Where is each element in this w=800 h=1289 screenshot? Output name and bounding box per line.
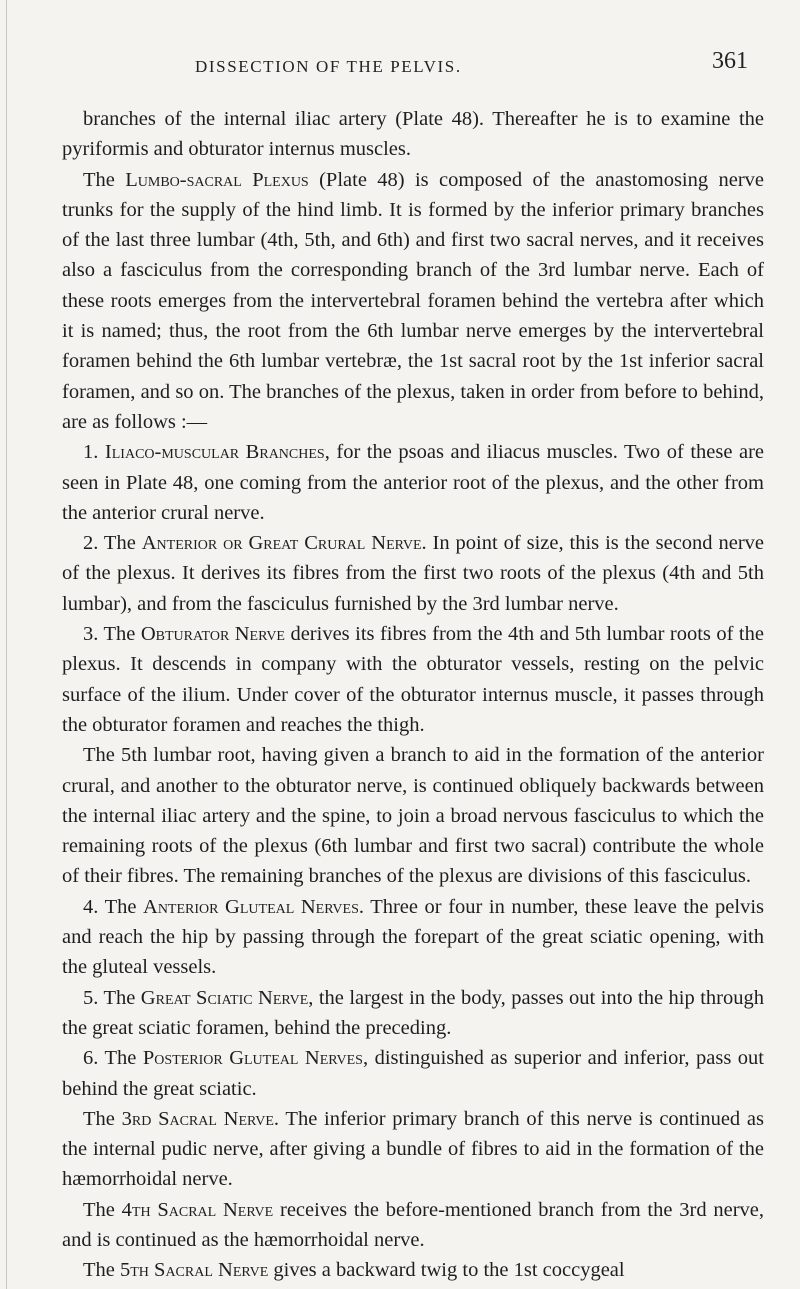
page-number: 361: [712, 48, 748, 74]
section-heading: Posterior Gluteal Nerves,: [142, 1047, 369, 1070]
paragraph: 2. The Anterior or Great Crural Nerve. In point of size, this is the second nerve of the plexus. It derives its fibres from the first two roots of the plexus (4th and 5th lumbar), and from the fasciculus furnished by the 3rd lumbar nerve.: [62, 532, 764, 615]
paragraph: The Lumbo-sacral Plexus (Plate 48) is composed of the anastomosing nerve trunks for the supply of the hind limb. It is formed by the inferior primary branches of the last three lumbar (4th, 5th, and 6th) and first two sacral nerves, and it receives also a fasciculus from the corresponding branch of the 3rd lumbar nerve. Each of these roots emerges from the intervertebral foramen behind the vertebra after which it is named; thus, the root from the 6th lumbar nerve emerges by the intervertebral foramen behind the 6th lumbar vertebræ, the 1st sacral root by the 1st inferior sacral foramen, and so on. The branches of the plexus, taken in order from before to behind, are as follows :—: [62, 168, 765, 433]
paragraph: The 3rd Sacral Nerve. The inferior primary branch of this nerve is continued as the internal pudic nerve, after giving a bundle of fibres to aid in the formation of the hæmorrhoidal nerve.: [62, 1107, 764, 1191]
paragraph: 1. Iliaco-muscular Branches, for the psoas and iliacus muscles. Two of these are seen in Plate 48, one coming from the anterior root of the plexus, and the other from the anterior crural nerve.: [62, 441, 764, 524]
paragraph: The 5th lumbar root, having given a branch to aid in the formation of the anterior crural, and another to the obturator nerve, is continued obliquely backwards between the internal iliac artery and the spine, to join a broad nervous fasciculus to which the remaining roots of the plexus (6th lumbar and first two sacral) contribute the whole of their fibres. The remaining branches of the plexus are divisions of this fasciculus.: [62, 744, 764, 888]
paragraph: 4. The Anterior Gluteal Nerves. Three or four in number, these leave the pelvis and reach the hip by passing through the forepart of the great sciatic opening, with the gluteal vessels.: [62, 895, 764, 979]
paragraph: branches of the internal iliac artery (Plate 48). Thereafter he is to examine the pyriformis and obturator internus muscles.: [62, 108, 764, 161]
paragraph: The 4th Sacral Nerve receives the before-mentioned branch from the 3rd nerve, and is continued as the hæmorrhoidal nerve.: [62, 1198, 765, 1251]
section-heading: Anterior Gluteal Nerves.: [143, 895, 364, 918]
section-heading: Obturator Nerve: [140, 623, 285, 646]
section-heading: 4th Sacral Nerve: [121, 1198, 274, 1221]
section-heading: Great Sciatic Nerve,: [140, 986, 314, 1009]
running-title: DISSECTION OF THE PELVIS.: [195, 57, 462, 76]
section-heading: Anterior or Great Crural Nerve.: [141, 532, 427, 555]
section-heading: 5th Sacral Nerve: [120, 1259, 269, 1282]
paragraph: 3. The Obturator Nerve derives its fibres from the 4th and 5th lumbar roots of the plexus. It descends in company with the obturator vessels, resting on the pelvic surface of the ilium. Under cover of the obturator internus muscle, it passes through the obturator foramen and reaches the thigh.: [62, 623, 764, 736]
paragraph: 5. The Great Sciatic Nerve, the largest in the body, passes out into the hip through the great sciatic foramen, behind the preceding.: [62, 986, 764, 1039]
paragraph: 6. The Posterior Gluteal Nerves, distinguished as superior and inferior, pass out behind the great sciatic.: [62, 1047, 764, 1100]
body-text: [62, 104, 764, 1286]
section-heading: Lumbo-sacral Plexus: [125, 168, 309, 191]
paragraph: The 5th Sacral Nerve gives a backward twig to the 1st coccygeal: [83, 1259, 625, 1282]
page-edge-line: [6, 0, 7, 1289]
section-heading: Iliaco-muscular Branches,: [104, 441, 330, 464]
section-heading: 3rd Sacral Nerve.: [121, 1107, 280, 1130]
